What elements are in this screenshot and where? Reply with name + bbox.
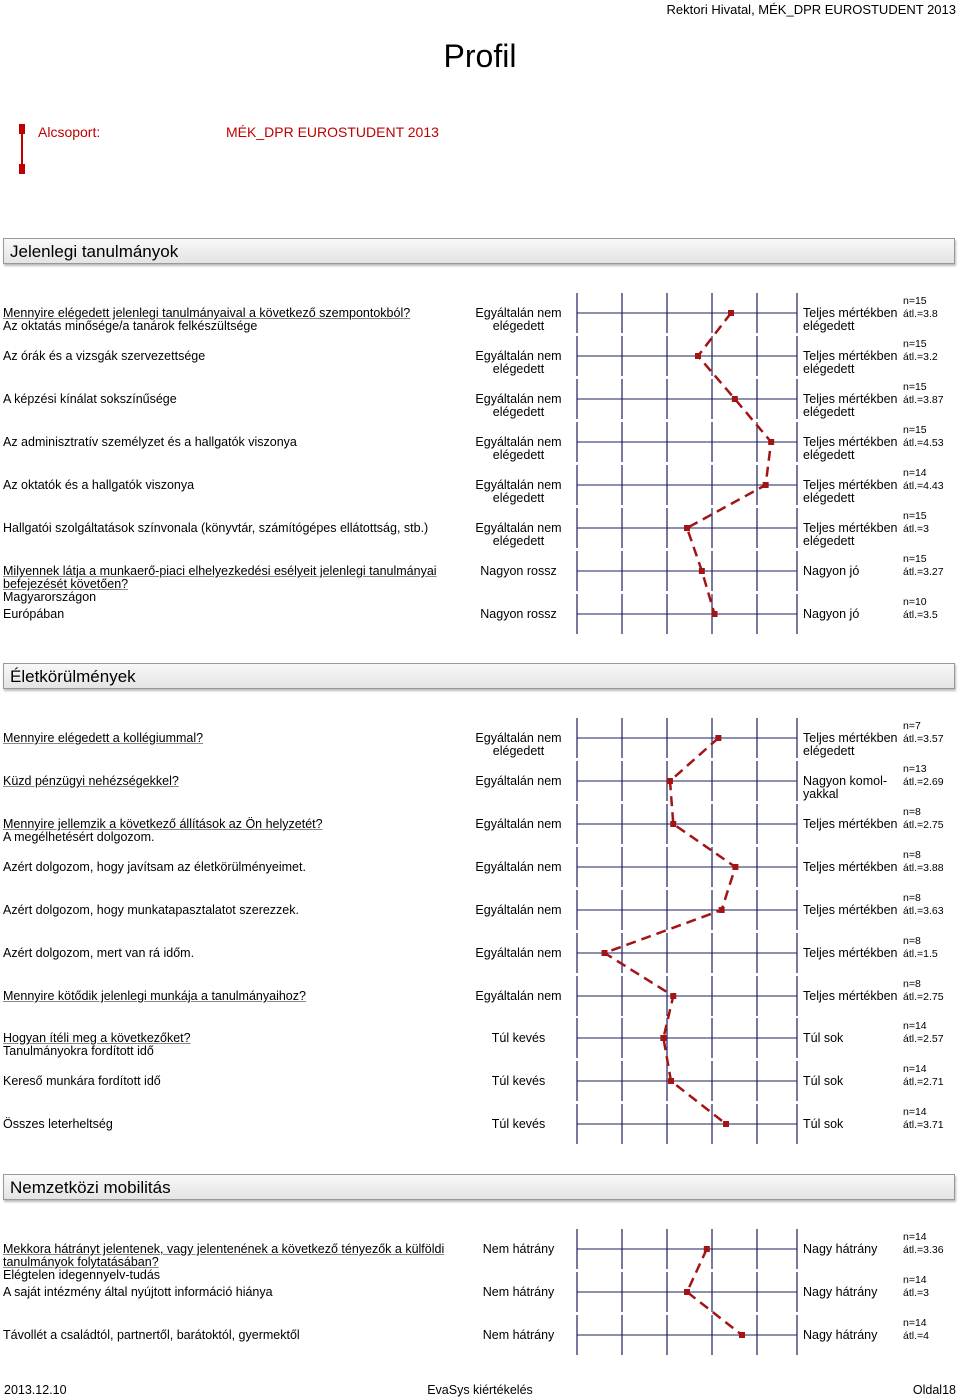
question-text: Mekkora hátrányt jelentenek, vagy jelentenének a következő tényezők a külföldi tanulmányok folytatásában?: [3, 1242, 445, 1269]
report-header: Rektori Hivatal, MÉK_DPR EUROSTUDENT 2013: [666, 2, 956, 17]
average-value: átl.=3.87: [903, 394, 944, 406]
scale-left-label: Egyáltalán nem elégedett: [475, 521, 562, 548]
average-value: átl.=4: [903, 1330, 929, 1342]
scale-right-label: Nagy hátrány: [803, 1285, 878, 1299]
section-header: Jelenlegi tanulmányok: [3, 238, 955, 264]
question-text: Azért dolgozom, hogy munkatapasztalatot szerezzek.: [3, 903, 299, 917]
scale-left-label: Egyáltalán nem: [475, 903, 562, 917]
average-value: átl.=2.69: [903, 776, 944, 788]
scale-right-label: Túl sok: [803, 1031, 844, 1045]
profile-row-axis: [577, 1018, 797, 1058]
mean-marker: [739, 1332, 745, 1338]
mean-marker: [602, 950, 608, 956]
n-count: n=14: [903, 1106, 927, 1118]
question-text: A képzési kínálat sokszínűsége: [3, 392, 177, 406]
n-count: n=15: [903, 553, 927, 565]
average-value: átl.=3.71: [903, 1119, 944, 1131]
scale-left-label: Nem hátrány: [482, 1285, 555, 1299]
average-value: átl.=4.53: [903, 437, 944, 449]
scale-right-label: Teljes mértékben elégedett: [803, 349, 898, 376]
n-count: n=8: [903, 849, 921, 861]
scale-right-label: Teljes mértékben: [803, 989, 898, 1003]
scale-right-label: Teljes mértékben elégedett: [803, 478, 898, 505]
profile-row-axis: [577, 761, 797, 801]
scale-left-label: Egyáltalán nem: [475, 817, 562, 831]
scale-right-label: Teljes mértékben: [803, 860, 898, 874]
profile-line: [605, 738, 736, 1124]
mean-marker: [712, 611, 718, 617]
profile-row-axis: [577, 718, 797, 758]
mean-marker: [732, 864, 738, 870]
page-title: Profil: [443, 38, 517, 74]
question-text: Mennyire elégedett jelenlegi tanulmányaival a következő szempontokból?: [3, 306, 411, 320]
mean-marker: [684, 525, 690, 531]
average-value: átl.=3: [903, 523, 929, 535]
mean-marker: [728, 310, 734, 316]
subgroup-label: Alcsoport:: [38, 124, 101, 140]
scale-right-label: Teljes mértékben elégedett: [803, 392, 898, 419]
profile-row-axis: [577, 847, 797, 887]
mean-marker: [660, 1035, 666, 1041]
footer-page: Oldal18: [912, 1383, 956, 1397]
mean-marker: [732, 396, 738, 402]
scale-left-label: Egyáltalán nem elégedett: [475, 731, 562, 758]
average-value: átl.=3.27: [903, 566, 944, 578]
scale-left-label: Egyáltalán nem elégedett: [475, 435, 562, 462]
scale-right-label: Túl sok: [803, 1074, 844, 1088]
n-count: n=14: [903, 1231, 927, 1243]
mean-marker: [684, 1289, 690, 1295]
scale-right-label: Nagy hátrány: [803, 1328, 878, 1342]
average-value: átl.=2.75: [903, 991, 944, 1003]
question-subtext: Az oktatás minősége/a tanárok felkészültsége: [3, 319, 258, 333]
n-count: n=8: [903, 935, 921, 947]
scale-left-label: Egyáltalán nem: [475, 860, 562, 874]
scale-left-label: Túl kevés: [491, 1074, 546, 1088]
n-count: n=14: [903, 1274, 927, 1286]
scale-left-label: Egyáltalán nem: [475, 989, 562, 1003]
footer-date: 2013.12.10: [4, 1383, 67, 1397]
question-text: Európában: [3, 607, 65, 621]
average-value: átl.=3.57: [903, 733, 944, 745]
question-text: Hallgatói szolgáltatások színvonala (könyvtár, számítógépes ellátottság, stb.): [3, 521, 429, 535]
mean-marker: [670, 821, 676, 827]
question-text: Hogyan ítéli meg a következőket?: [3, 1031, 191, 1045]
n-count: n=15: [903, 338, 927, 350]
scale-left-label: Egyáltalán nem elégedett: [475, 392, 562, 419]
mean-marker: [715, 735, 721, 741]
average-value: átl.=3.2: [903, 351, 938, 363]
scale-right-label: Nagyon jó: [803, 607, 860, 621]
n-count: n=14: [903, 1063, 927, 1075]
profile-row-axis: [577, 1061, 797, 1101]
question-text: Azért dolgozom, hogy javítsam az életkörülményeimet.: [3, 860, 306, 874]
section-header: Nemzetközi mobilitás: [3, 1174, 955, 1200]
question-text: Az oktatók és a hallgatók viszonya: [3, 478, 195, 492]
scale-right-label: Teljes mértékben: [803, 903, 898, 917]
profile-row-axis: [577, 1315, 797, 1355]
question-text: Mennyire jellemzik a következő állítások az Ön helyzetét?: [3, 817, 323, 831]
n-count: n=7: [903, 720, 921, 732]
footer-title: EvaSys kiértékelés: [427, 1383, 533, 1397]
question-text: Távollét a családtól, partnertől, barátoktól, gyermektől: [3, 1328, 300, 1342]
n-count: n=8: [903, 892, 921, 904]
question-text: Összes leterheltség: [3, 1117, 113, 1131]
question-subtext: A megélhetésért dolgozom.: [3, 830, 155, 844]
average-value: átl.=3.5: [903, 609, 938, 621]
scale-right-label: Teljes mértékben elégedett: [803, 521, 898, 548]
n-count: n=14: [903, 467, 927, 479]
scale-right-label: Teljes mértékben elégedett: [803, 306, 898, 333]
question-text: Mennyire elégedett a kollégiummal?: [3, 731, 204, 745]
scale-right-label: Teljes mértékben elégedett: [803, 435, 898, 462]
mean-marker: [763, 482, 769, 488]
question-text: Azért dolgozom, mert van rá időm.: [3, 946, 195, 960]
scale-right-label: Teljes mértékben: [803, 817, 898, 831]
section-header: Életkörülmények: [3, 663, 955, 689]
question-text: Az órák és a vizsgák szervezettsége: [3, 349, 206, 363]
average-value: átl.=2.57: [903, 1033, 944, 1045]
profile-row-axis: [577, 379, 797, 419]
profile-row-axis: [577, 1104, 797, 1144]
scale-left-label: Egyáltalán nem: [475, 774, 562, 788]
mean-marker: [695, 353, 701, 359]
profile-row-axis: [577, 804, 797, 844]
scale-right-label: Túl sok: [803, 1117, 844, 1131]
scale-right-label: Teljes mértékben: [803, 946, 898, 960]
scale-right-label: Teljes mértékben elégedett: [803, 731, 898, 758]
scale-left-label: Egyáltalán nem elégedett: [475, 306, 562, 333]
n-count: n=15: [903, 510, 927, 522]
profile-row-axis: [577, 336, 797, 376]
profile-row-axis: [577, 293, 797, 333]
average-value: átl.=2.75: [903, 819, 944, 831]
question-text: Mennyire kötődik jelenlegi munkája a tanulmányaihoz?: [3, 989, 306, 1003]
average-value: átl.=3: [903, 1287, 929, 1299]
profile-row-axis: [577, 551, 797, 591]
question-text: A saját intézmény által nyújtott információ hiánya: [3, 1285, 273, 1299]
subgroup-value: MÉK_DPR EUROSTUDENT 2013: [226, 124, 439, 140]
average-value: átl.=2.71: [903, 1076, 944, 1088]
average-value: átl.=3.63: [903, 905, 944, 917]
mean-marker: [699, 568, 705, 574]
scale-left-label: Túl kevés: [491, 1031, 546, 1045]
mean-marker: [668, 1078, 674, 1084]
scale-left-label: Egyáltalán nem elégedett: [475, 478, 562, 505]
scale-left-label: Túl kevés: [491, 1117, 546, 1131]
mean-marker: [719, 907, 725, 913]
average-value: átl.=1.5: [903, 948, 938, 960]
mean-marker: [723, 1121, 729, 1127]
question-text: Az adminisztratív személyzet és a hallgatók viszonya: [3, 435, 297, 449]
scale-right-label: Nagy hátrány: [803, 1242, 878, 1256]
n-count: n=15: [903, 424, 927, 436]
average-value: átl.=3.36: [903, 1244, 944, 1256]
n-count: n=13: [903, 763, 927, 775]
n-count: n=14: [903, 1020, 927, 1032]
profile-row-axis: [577, 976, 797, 1016]
question-subtext: Magyarországon: [3, 590, 97, 604]
question-subtext: Elégtelen idegennyelv-tudás: [3, 1268, 161, 1282]
n-count: n=10: [903, 596, 927, 608]
scale-left-label: Nagyon rossz: [480, 564, 557, 578]
scale-left-label: Nagyon rossz: [480, 607, 557, 621]
mean-marker: [768, 439, 774, 445]
question-text: Kereső munkára fordított idő: [3, 1074, 161, 1088]
scale-right-label: Nagyon jó: [803, 564, 860, 578]
n-count: n=14: [903, 1317, 927, 1329]
average-value: átl.=3.88: [903, 862, 944, 874]
n-count: n=8: [903, 806, 921, 818]
n-count: n=15: [903, 295, 927, 307]
n-count: n=8: [903, 978, 921, 990]
profile-row-axis: [577, 422, 797, 462]
average-value: átl.=4.43: [903, 480, 944, 492]
question-text: Milyennek látja a munkaerő-piaci elhelyezkedési esélyeit jelenlegi tanulmányai befejezését követően?: [3, 564, 437, 591]
scale-left-label: Nem hátrány: [482, 1242, 555, 1256]
profile-row-axis: [577, 594, 797, 634]
scale-left-label: Egyáltalán nem: [475, 946, 562, 960]
mean-marker: [670, 993, 676, 999]
average-value: átl.=3.8: [903, 308, 938, 320]
profile-row-axis: [577, 933, 797, 973]
mean-marker: [704, 1246, 710, 1252]
question-subtext: Tanulmányokra fordított idő: [3, 1044, 154, 1058]
scale-left-label: Nem hátrány: [482, 1328, 555, 1342]
profile-row-axis: [577, 1229, 797, 1269]
scale-right-label: Nagyon komol-yakkal: [803, 774, 888, 801]
scale-left-label: Egyáltalán nem elégedett: [475, 349, 562, 376]
question-text: Küzd pénzügyi nehézségekkel?: [3, 774, 179, 788]
mean-marker: [667, 778, 673, 784]
n-count: n=15: [903, 381, 927, 393]
